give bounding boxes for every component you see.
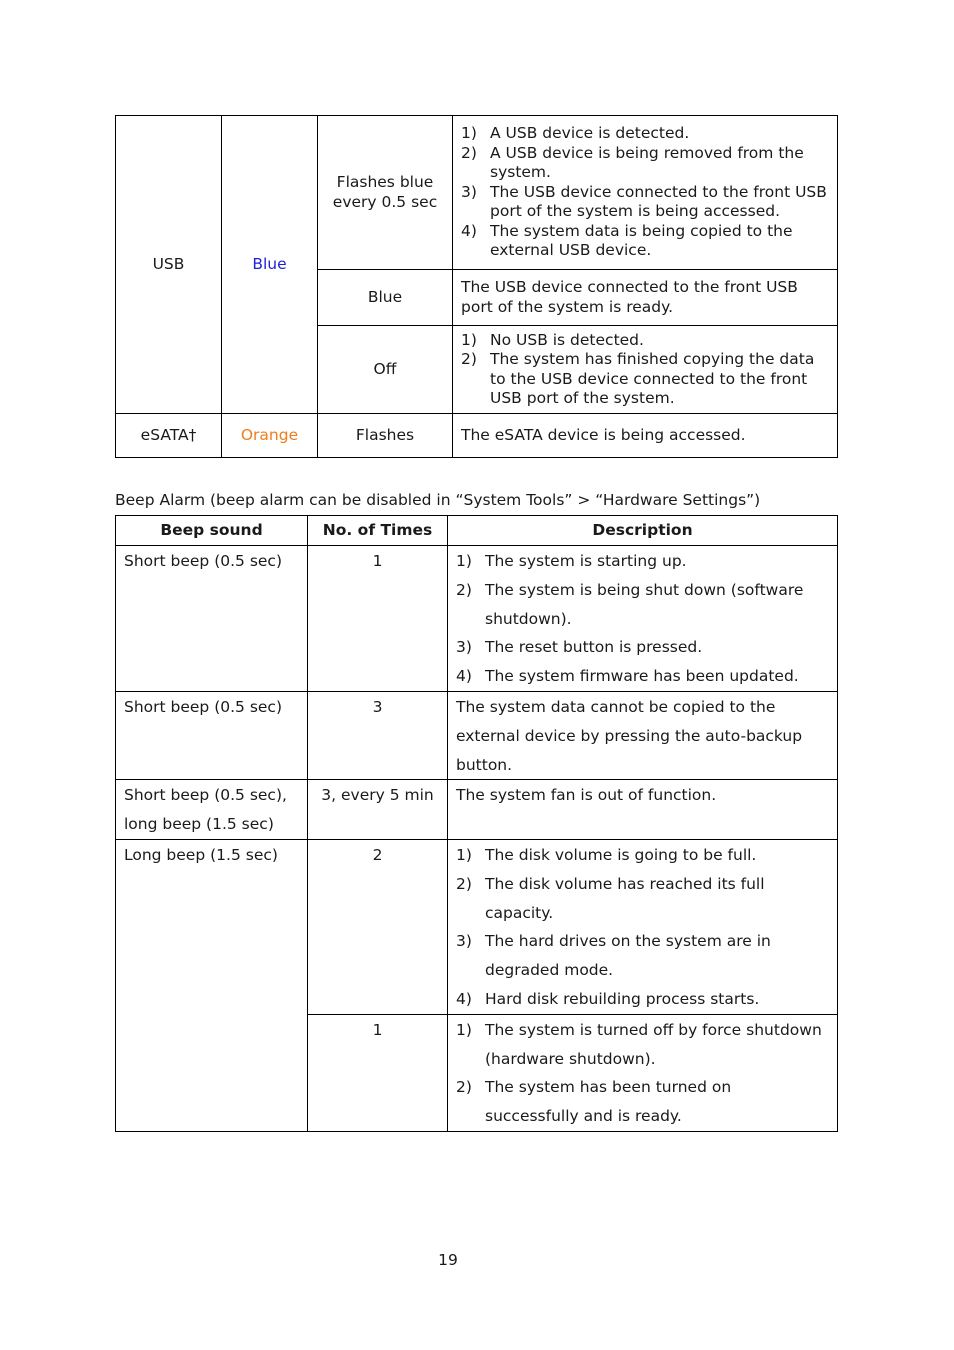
beep-times-cell: 3, every 5 min [308, 780, 448, 840]
beep-description-cell: The system data cannot be copied to the external device by pressing the auto-backup button. [448, 691, 838, 779]
led-status-cell: Flashes blue every 0.5 sec [318, 116, 453, 270]
beep-description-cell [448, 546, 838, 692]
beep-alarm-table [115, 515, 838, 1132]
table-row [116, 546, 838, 692]
led-description-cell: The eSATA device is being accessed. [453, 414, 838, 458]
list-item: 2) The disk volume has reached its full capacity. [456, 874, 765, 922]
list-item: 2) A USB device is being removed from the system. [461, 143, 804, 182]
table-row [116, 414, 838, 458]
table-row [116, 116, 838, 270]
list-item: 1) No USB is detected. [461, 330, 644, 349]
beep-times-cell: 2 [308, 839, 448, 1014]
list-item: 2) The system is being shut down (software shutdown). [456, 580, 804, 628]
beep-alarm-caption: Beep Alarm (beep alarm can be disabled in “System Tools” > “Hardware Settings”) [115, 491, 761, 509]
list-item: 4) Hard disk rebuilding process starts. [456, 989, 760, 1008]
description-list [456, 1016, 829, 1131]
led-description-cell [453, 326, 838, 414]
table-row [116, 691, 838, 779]
list-item: 3) The reset button is pressed. [456, 638, 703, 657]
list-item: 1) The system is turned off by force shutdown (hardware shutdown). [456, 1020, 822, 1068]
table-row [116, 839, 838, 1014]
led-status-cell: Flashes [318, 414, 453, 458]
list-item: 2) The system has been turned on successfully and is ready. [456, 1078, 732, 1126]
beep-sound-cell: Short beep (0.5 sec) [116, 691, 308, 779]
beep-sound-cell: Short beep (0.5 sec), long beep (1.5 sec) [116, 780, 308, 840]
description-list [461, 124, 829, 261]
led-color-cell: Orange [222, 414, 318, 458]
list-item: 1) The disk volume is going to be full. [456, 845, 757, 864]
list-item: 3) The USB device connected to the front USB port of the system is being accessed. [461, 182, 827, 221]
list-item: 2) The system has finished copying the data to the USB device connected to the front USB port of the system. [461, 350, 815, 407]
column-header: No. of Times [308, 516, 448, 546]
beep-description-cell [448, 839, 838, 1014]
led-status-table [115, 115, 838, 458]
led-description-cell: The USB device connected to the front USB port of the system is ready. [453, 270, 838, 326]
beep-times-cell: 1 [308, 546, 448, 692]
led-name-cell: eSATA† [116, 414, 222, 458]
page-number: 19 [438, 1251, 458, 1269]
description-list [456, 841, 829, 1014]
list-item: 1) A USB device is detected. [461, 124, 690, 143]
beep-description-cell [448, 1014, 838, 1131]
list-item: 3) The hard drives on the system are in degraded mode. [456, 932, 771, 980]
column-header: Beep sound [116, 516, 308, 546]
beep-times-cell: 1 [308, 1014, 448, 1131]
led-status-cell: Blue [318, 270, 453, 326]
led-status-cell: Off [318, 326, 453, 414]
list-item: 1) The system is starting up. [456, 552, 687, 570]
beep-sound-cell: Long beep (1.5 sec) [116, 839, 308, 1131]
list-item: 4) The system firmware has been updated. [456, 667, 799, 686]
table-header-row [116, 516, 838, 546]
description-list [461, 331, 829, 409]
list-item: 4) The system data is being copied to the external USB device. [461, 221, 793, 260]
description-list [456, 547, 829, 691]
column-header: Description [448, 516, 838, 546]
beep-sound-cell: Short beep (0.5 sec) [116, 546, 308, 692]
led-color-cell: Blue [222, 116, 318, 414]
beep-description-cell: The system fan is out of function. [448, 780, 838, 840]
table-row [116, 780, 838, 840]
led-name-cell: USB [116, 116, 222, 414]
led-description-cell [453, 116, 838, 270]
beep-times-cell: 3 [308, 691, 448, 779]
